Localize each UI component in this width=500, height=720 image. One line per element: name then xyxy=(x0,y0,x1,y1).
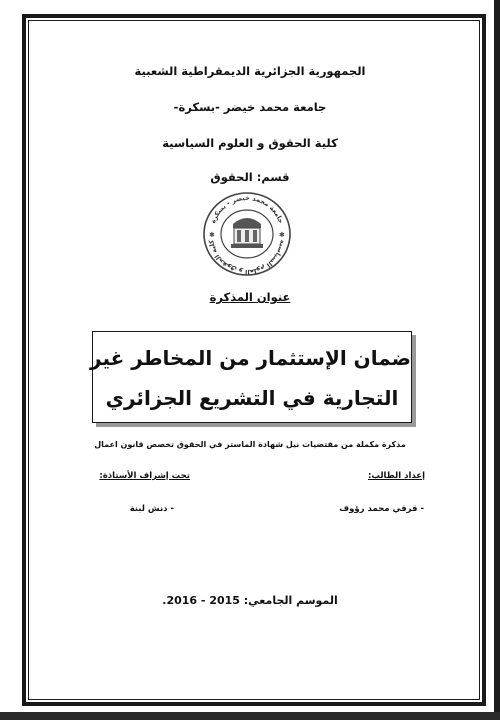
page-edge-shadow xyxy=(494,0,500,720)
svg-text:✱: ✱ xyxy=(209,231,215,239)
department-name: قسم: الحقوق xyxy=(210,170,290,184)
supervisor-name: - دنش لبنة xyxy=(129,504,174,514)
thesis-title-line-2: التجارية في التشريع الجزائري xyxy=(105,386,399,410)
university-name: جامعة محمد خيضر -بسكرة- xyxy=(173,100,327,114)
thesis-subtitle: مذكرة مكملة من مقتضيات نيل شهادة الماستر في الحقوق تخصص قانون اعمال xyxy=(94,440,406,449)
seal-ring-top-text: جامعة محمد خيضر - بسكرة xyxy=(208,193,286,225)
university-seal-icon xyxy=(201,190,293,278)
supervisor-label: تحت إشراف الأستاذة: xyxy=(99,471,190,481)
thesis-title-box xyxy=(92,331,412,423)
svg-text:✱: ✱ xyxy=(279,231,285,239)
thesis-title-line-1: ضمان الإستثمار من المخاطر غير xyxy=(90,346,411,370)
page-bottom-shadow xyxy=(0,712,500,720)
republic-heading: الجمهورية الجزائرية الديمقراطية الشعبية xyxy=(134,64,366,78)
faculty-name: كلية الحقوق و العلوم السياسية xyxy=(162,136,338,150)
memo-title-label: عنوان المذكرة xyxy=(209,290,291,304)
student-name: - قرقي محمد رؤوف xyxy=(339,504,424,514)
academic-year: الموسم الجامعي: 2015 - 2016. xyxy=(162,594,338,607)
prepared-by-label: إعداد الطالب: xyxy=(367,471,425,481)
seal-ring-bottom-text: كلية الحقوق و العلوم السياسية xyxy=(207,239,287,277)
